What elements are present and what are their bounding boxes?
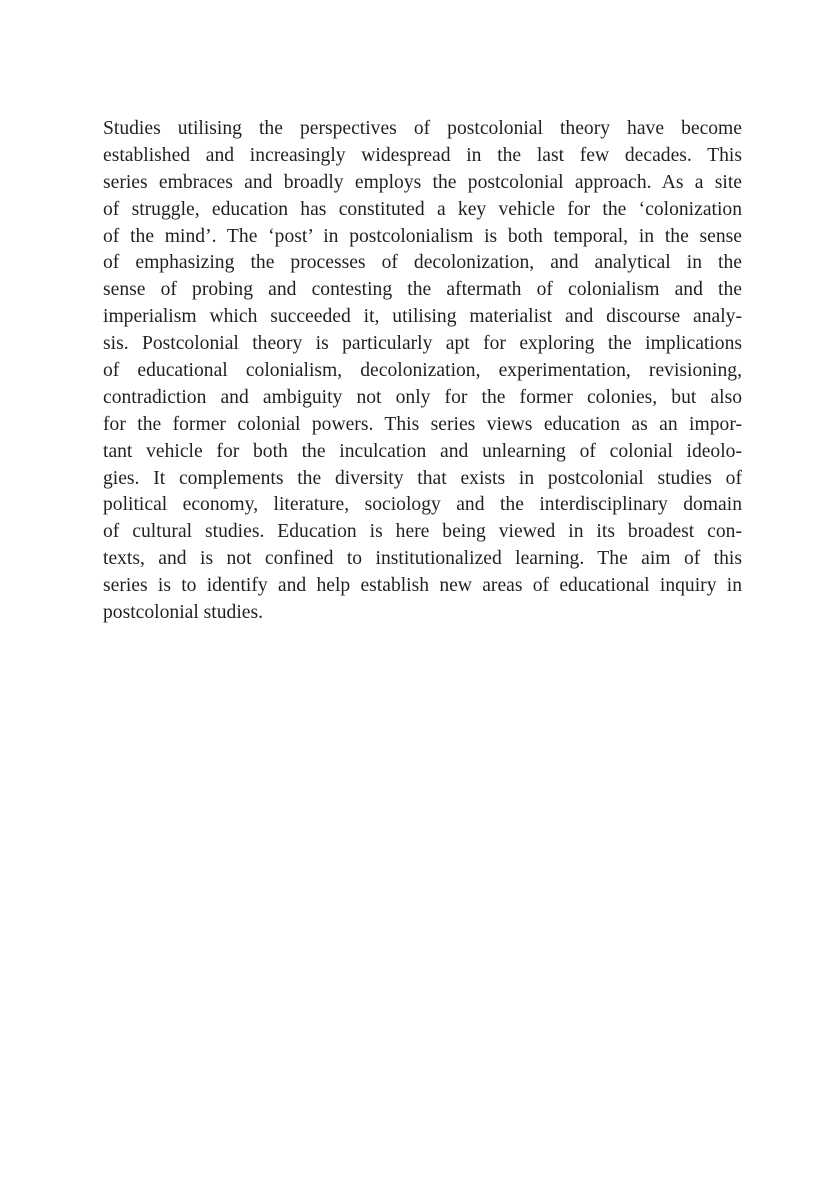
text-line: series is to identify and help establish new areas of educational inquiry in bbox=[103, 575, 742, 597]
text-line: of educational colonialism, decolonization, experimentation, revisioning, bbox=[103, 360, 742, 382]
text-line: series embraces and broadly employs the postcolonial approach. As a site bbox=[103, 171, 742, 193]
text-line: established and increasingly widespread in the last few decades. This bbox=[103, 144, 742, 166]
text-line: postcolonial studies. bbox=[103, 602, 264, 624]
text-line: Studies utilising the perspectives of postcolonial theory have become bbox=[103, 118, 742, 139]
text-line: tant vehicle for both the inculcation and unlearning of colonial ideolo- bbox=[103, 440, 742, 462]
text-line: contradiction and ambiguity not only for the former colonies, but also bbox=[103, 386, 742, 408]
text-line: of cultural studies. Education is here being viewed in its broadest con- bbox=[103, 521, 742, 543]
series-description-paragraph bbox=[103, 116, 742, 627]
text-line: political economy, literature, sociology and the interdisciplinary domain bbox=[103, 494, 742, 516]
text-line: of struggle, education has constituted a key vehicle for the ‘colonization bbox=[103, 198, 742, 220]
text-line: sis. Postcolonial theory is particularly apt for exploring the implications bbox=[103, 333, 742, 355]
text-line: gies. It complements the diversity that exists in postcolonial studies of bbox=[103, 467, 742, 489]
text-line: of emphasizing the processes of decolonization, and analytical in the bbox=[103, 252, 742, 274]
text-line: for the former colonial powers. This series views education as an impor- bbox=[103, 413, 742, 435]
text-line: imperialism which succeeded it, utilising materialist and discourse analy- bbox=[103, 306, 742, 328]
text-line: sense of probing and contesting the aftermath of colonialism and the bbox=[103, 279, 742, 301]
text-line: of the mind’. The ‘post’ in postcolonialism is both temporal, in the sense bbox=[103, 225, 742, 247]
text-line: texts, and is not confined to institutionalized learning. The aim of this bbox=[103, 548, 742, 570]
